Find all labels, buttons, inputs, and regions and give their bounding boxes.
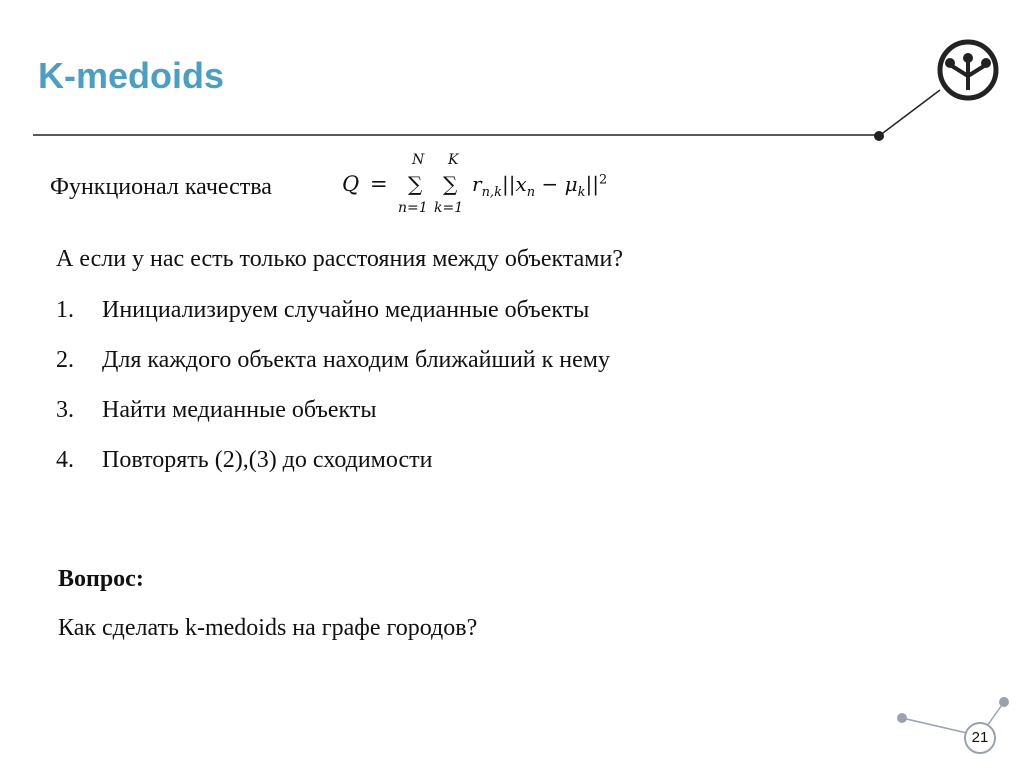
quality-formula [342, 150, 702, 225]
sum-lower-n: n=1 [398, 200, 428, 216]
step-text: Инициализируем случайно медианные объекты [102, 297, 590, 323]
sum-sign-icon: ∑ [408, 172, 423, 196]
sum-upper-n: N [412, 152, 425, 168]
step-number: 3. [56, 397, 74, 423]
page-number: 21 [964, 722, 996, 754]
term-mu-sub: k [577, 185, 586, 200]
logo-connector-line [879, 90, 940, 136]
step-number: 4. [56, 447, 74, 473]
term-mu: μ [564, 172, 578, 196]
sum-upper-k: K [448, 152, 459, 168]
intro-question: А если у нас есть только расстояния между объектами? [56, 246, 623, 272]
quality-functional-row [50, 150, 750, 230]
tree-logo-icon [940, 42, 996, 98]
term-power: 2 [598, 172, 608, 188]
formula-q: Q [342, 172, 360, 196]
formula-equals: = [370, 172, 388, 196]
step-number: 1. [56, 297, 74, 323]
term-x: x [515, 172, 527, 196]
sum-sign-icon: ∑ [443, 172, 458, 196]
term-r-sub: n,k [481, 185, 502, 200]
slide-title: K-medoids [38, 55, 225, 96]
sum-lower-k: k=1 [434, 200, 464, 216]
footer-node-dot [897, 713, 907, 723]
formula-term [472, 172, 607, 200]
step-text: Найти медианные объекты [102, 397, 377, 423]
footer-node-dot [999, 697, 1009, 707]
question-heading: Вопрос: [58, 566, 144, 592]
header-decoration [0, 0, 1024, 160]
formula-label: Функционал качества [50, 174, 272, 200]
footer-decoration [880, 680, 1024, 768]
step-text: Повторять (2),(3) до сходимости [102, 447, 433, 473]
term-r: r [472, 172, 482, 196]
step-number: 2. [56, 347, 74, 373]
step-text: Для каждого объекта находим ближайший к нему [102, 347, 610, 373]
term-minus: − [535, 172, 565, 196]
term-x-sub: n [526, 185, 536, 200]
question-text: Как сделать k-medoids на графе городов? [58, 615, 478, 641]
norm-open: || [501, 172, 516, 196]
norm-close: || [585, 172, 599, 196]
